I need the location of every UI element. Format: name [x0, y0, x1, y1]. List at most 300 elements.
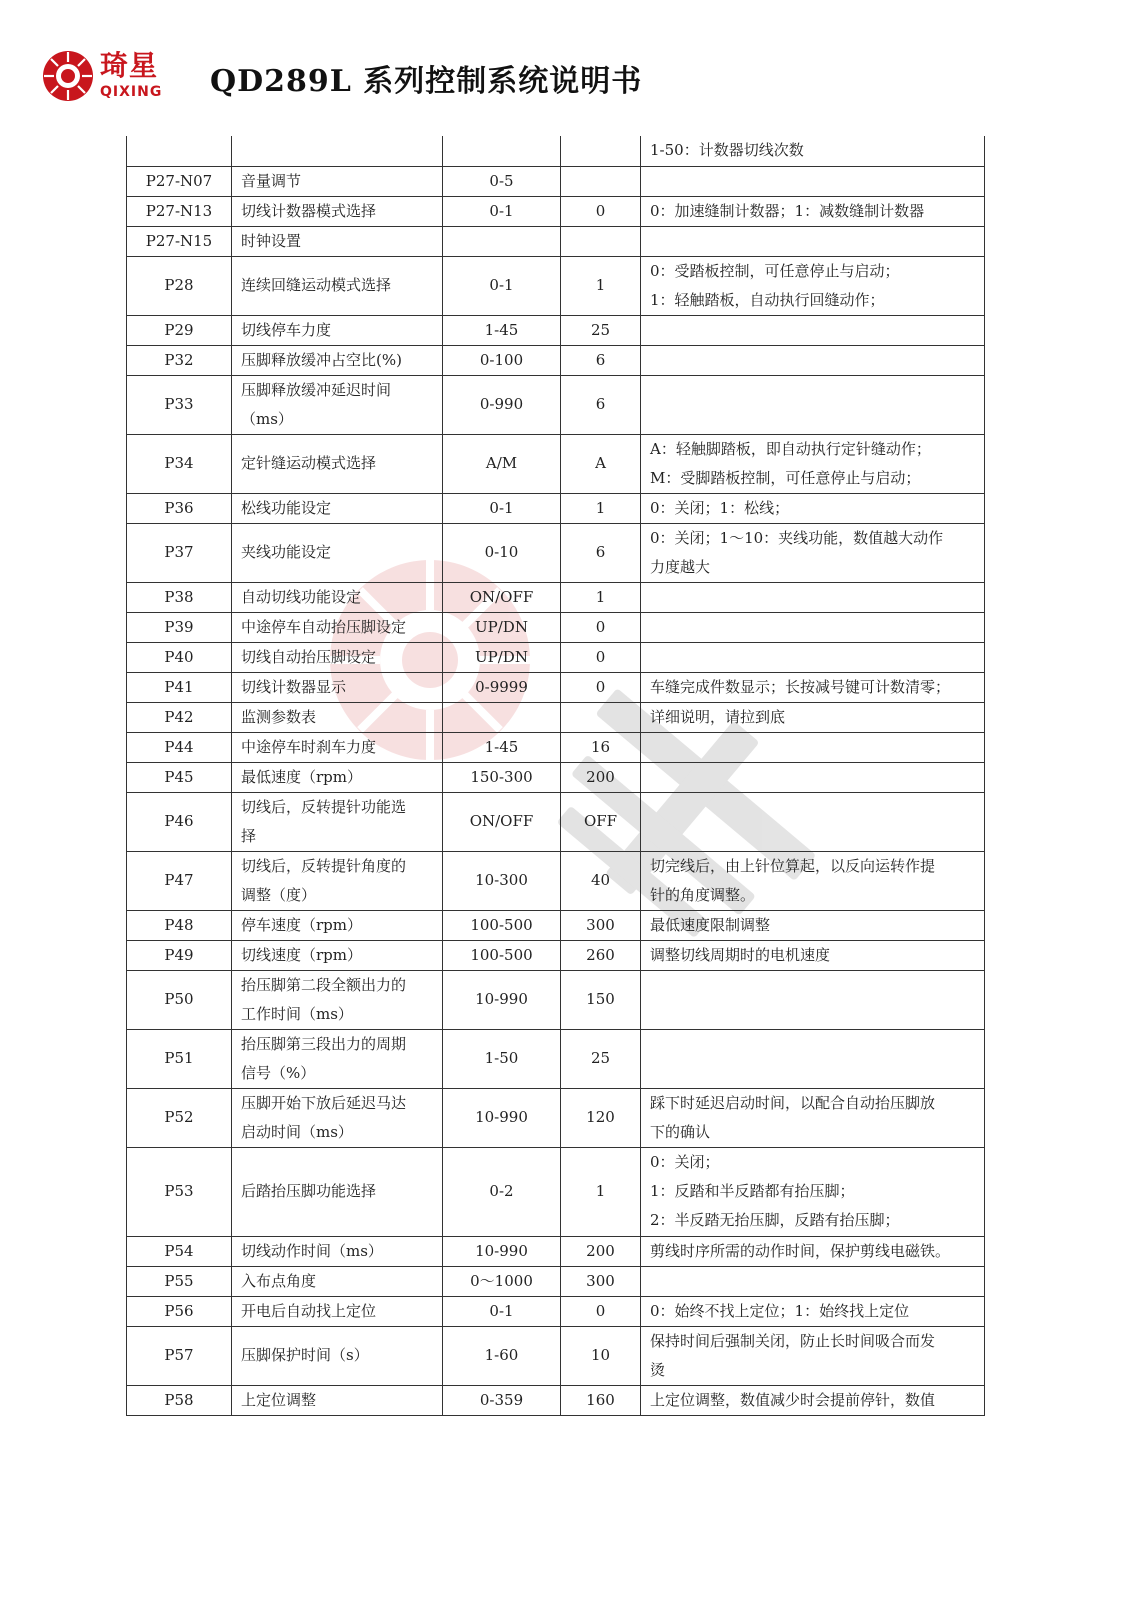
param-range-cell — [443, 136, 561, 166]
cell-text: 切线计数器模式选择 — [241, 201, 377, 220]
param-range-cell — [443, 493, 561, 523]
cell-text: 0：关闭；1：松线； — [650, 498, 790, 517]
cell-text: 切线动作时间（ms） — [241, 1241, 383, 1260]
param-name-cell — [232, 1236, 443, 1266]
cell-text: 入布点角度 — [241, 1271, 317, 1290]
param-code-cell — [127, 1147, 232, 1236]
cell-text: 120 — [586, 1108, 615, 1126]
cell-text: 信号（%） — [241, 1063, 316, 1082]
cell-text: 后踏抬压脚功能选择 — [241, 1182, 377, 1200]
param-range-cell — [443, 1326, 561, 1385]
cell-text: 200 — [586, 1241, 615, 1260]
cell-text: 16 — [590, 737, 611, 756]
cell-text: P42 — [164, 707, 194, 726]
cell-text: 上定位调整 — [241, 1390, 317, 1409]
param-desc-cell — [641, 851, 985, 910]
cell-text: 10 — [590, 1346, 611, 1364]
cell-text: 上定位调整，数值减少时会提前停针，数值 — [650, 1390, 936, 1409]
cell-text: 择 — [241, 826, 257, 845]
cell-text: P52 — [164, 1108, 194, 1126]
param-range-cell — [443, 1029, 561, 1088]
cell-text: 连续回缝运动模式选择 — [241, 276, 392, 294]
table-row — [127, 136, 985, 166]
cell-text: 烫 — [650, 1360, 666, 1379]
param-default-cell — [561, 1266, 641, 1296]
param-desc-cell — [641, 493, 985, 523]
cell-text: 抬压脚第二段全额出力的 — [241, 975, 407, 994]
cell-text: 0 — [595, 647, 606, 666]
cell-text: 下的确认 — [650, 1122, 711, 1141]
param-range-cell — [443, 1296, 561, 1326]
cell-text: 自动切线功能设定 — [241, 587, 362, 606]
cell-text: P50 — [164, 990, 194, 1008]
cell-text: 1 — [595, 1182, 606, 1200]
param-desc-cell — [641, 940, 985, 970]
param-default-cell — [561, 792, 641, 851]
cell-text: 100-500 — [470, 945, 533, 964]
cell-text: 1-50：计数器切线次数 — [650, 141, 804, 160]
cell-text: 保持时间后强制关闭，防止长时间吸合而发 — [650, 1331, 936, 1350]
param-default-cell — [561, 582, 641, 612]
cell-text: 切线速度（rpm） — [241, 945, 362, 964]
param-default-cell — [561, 612, 641, 642]
param-code-cell — [127, 792, 232, 851]
param-desc-cell — [641, 732, 985, 762]
param-desc-cell — [641, 1088, 985, 1147]
param-code-cell — [127, 910, 232, 940]
cell-text: 200 — [586, 767, 615, 786]
param-default-cell — [561, 851, 641, 910]
param-name-cell — [232, 256, 443, 315]
cell-text: 力度越大 — [650, 557, 711, 576]
param-code-cell — [127, 642, 232, 672]
table-row — [127, 196, 985, 226]
param-name-cell — [232, 582, 443, 612]
param-desc-cell — [641, 612, 985, 642]
param-name-cell — [232, 434, 443, 493]
cell-text: P33 — [164, 395, 194, 413]
param-name-cell — [232, 196, 443, 226]
param-default-cell — [561, 1088, 641, 1147]
param-name-cell — [232, 345, 443, 375]
cell-text: 6 — [595, 395, 606, 413]
cell-text: 调整（度） — [241, 885, 317, 904]
cell-text: P47 — [164, 871, 194, 889]
param-default-cell — [561, 226, 641, 256]
cell-text: 300 — [586, 1271, 615, 1290]
param-code-cell — [127, 1326, 232, 1385]
param-code-cell — [127, 1296, 232, 1326]
param-desc-cell — [641, 1385, 985, 1415]
table-row — [127, 702, 985, 732]
param-range-cell — [443, 851, 561, 910]
cell-text: OFF — [583, 812, 618, 830]
param-range-cell — [443, 672, 561, 702]
cell-text: 0 — [595, 1301, 606, 1320]
cell-text: 1-45 — [484, 320, 519, 339]
param-default-cell — [561, 166, 641, 196]
cell-text: 压脚释放缓冲占空比(%) — [241, 350, 402, 369]
cell-text: P32 — [164, 350, 194, 369]
cell-text: ON/OFF — [469, 812, 534, 830]
param-default-cell — [561, 1296, 641, 1326]
cell-text: A：轻触脚踏板，即自动执行定针缝动作； — [650, 439, 931, 458]
cell-text: UP/DN — [475, 647, 528, 666]
cell-text: 1-45 — [484, 737, 519, 756]
cell-text: 0：受踏板控制，可任意停止与启动； — [650, 261, 900, 280]
param-code-cell — [127, 732, 232, 762]
param-name-cell — [232, 910, 443, 940]
param-name-cell — [232, 1385, 443, 1415]
param-code-cell — [127, 523, 232, 582]
param-desc-cell — [641, 582, 985, 612]
param-default-cell — [561, 196, 641, 226]
param-range-cell — [443, 642, 561, 672]
cell-text: 抬压脚第三段出力的周期 — [241, 1034, 407, 1053]
table-row — [127, 940, 985, 970]
cell-text: ON/OFF — [469, 587, 534, 606]
cell-text: 0：始终不找上定位；1：始终找上定位 — [650, 1301, 910, 1320]
cell-text: P56 — [164, 1301, 194, 1320]
cell-text: 0-5 — [489, 171, 514, 190]
table-row — [127, 762, 985, 792]
param-default-cell — [561, 434, 641, 493]
cell-text: 启动时间（ms） — [241, 1122, 353, 1141]
cell-text: P53 — [164, 1182, 194, 1200]
param-name-cell — [232, 375, 443, 434]
param-default-cell — [561, 910, 641, 940]
cell-text: 切线自动抬压脚设定 — [241, 647, 377, 666]
param-range-cell — [443, 582, 561, 612]
cell-text: P37 — [164, 543, 194, 561]
param-name-cell — [232, 940, 443, 970]
param-range-cell — [443, 1147, 561, 1236]
cell-text: P49 — [164, 945, 194, 964]
cell-text: 0-2 — [489, 1182, 514, 1200]
cell-text: 0：关闭； — [650, 1153, 720, 1171]
table-row — [127, 226, 985, 256]
cell-text: 6 — [595, 350, 606, 369]
cell-text: 6 — [595, 543, 606, 561]
cell-text: 1 — [595, 587, 606, 606]
param-desc-cell — [641, 226, 985, 256]
cell-text: 工作时间（ms） — [241, 1004, 353, 1023]
param-code-cell — [127, 1385, 232, 1415]
cell-text: 0：关闭；1～10：夹线功能，数值越大动作 — [650, 528, 944, 547]
cell-text: 针的角度调整。 — [650, 885, 756, 904]
param-code-cell — [127, 702, 232, 732]
param-desc-cell — [641, 315, 985, 345]
table-row — [127, 672, 985, 702]
cell-text: P29 — [164, 320, 194, 339]
table-row — [127, 1029, 985, 1088]
cell-text: 0：加速缝制计数器；1：减数缝制计数器 — [650, 201, 925, 220]
param-default-cell — [561, 672, 641, 702]
table-row — [127, 792, 985, 851]
param-code-cell — [127, 315, 232, 345]
cell-text: 开电后自动找上定位 — [241, 1301, 377, 1320]
table-row — [127, 315, 985, 345]
param-name-cell — [232, 792, 443, 851]
table-row — [127, 1326, 985, 1385]
cell-text: UP/DN — [475, 617, 528, 636]
table-row — [127, 732, 985, 762]
cell-text: 详细说明，请拉到底 — [650, 707, 786, 726]
param-default-cell — [561, 1147, 641, 1236]
param-range-cell — [443, 1266, 561, 1296]
parameter-table — [126, 136, 985, 1416]
cell-text: 0-1 — [489, 201, 514, 220]
cell-text: A/M — [485, 454, 518, 472]
cell-text: P40 — [164, 647, 194, 666]
param-code-cell — [127, 1236, 232, 1266]
param-name-cell — [232, 136, 443, 166]
cell-text: 音量调节 — [241, 171, 302, 190]
param-name-cell — [232, 672, 443, 702]
qixing-logo-icon — [42, 50, 94, 102]
param-default-cell — [561, 762, 641, 792]
cell-text: P54 — [164, 1241, 194, 1260]
param-desc-cell — [641, 166, 985, 196]
cell-text: 1-60 — [484, 1346, 519, 1364]
param-name-cell — [232, 166, 443, 196]
param-name-cell — [232, 1326, 443, 1385]
param-desc-cell — [641, 1296, 985, 1326]
cell-text: 切完线后，由上针位算起，以反向运转作提 — [650, 856, 936, 875]
param-range-cell — [443, 1088, 561, 1147]
cell-text: 2：半反踏无抬压脚，反踏有抬压脚； — [650, 1211, 900, 1229]
table-row — [127, 970, 985, 1029]
param-name-cell — [232, 493, 443, 523]
param-name-cell — [232, 1296, 443, 1326]
param-desc-cell — [641, 1236, 985, 1266]
cell-text: 0-990 — [479, 395, 524, 413]
cell-text: （ms） — [241, 409, 293, 428]
param-code-cell — [127, 1088, 232, 1147]
param-range-cell — [443, 523, 561, 582]
cell-text: P41 — [164, 677, 194, 696]
param-desc-cell — [641, 1326, 985, 1385]
param-range-cell — [443, 732, 561, 762]
table-row — [127, 1236, 985, 1266]
param-desc-cell — [641, 523, 985, 582]
cell-text: P36 — [164, 498, 194, 517]
cell-text: P27-N07 — [145, 171, 213, 190]
param-range-cell — [443, 612, 561, 642]
table-row — [127, 434, 985, 493]
cell-text: 1：反踏和半反踏都有抬压脚； — [650, 1182, 855, 1200]
param-name-cell — [232, 1147, 443, 1236]
cell-text: 0-359 — [479, 1390, 524, 1409]
param-range-cell — [443, 792, 561, 851]
param-desc-cell — [641, 256, 985, 315]
param-desc-cell — [641, 136, 985, 166]
cell-text: 0～1000 — [470, 1271, 533, 1290]
param-name-cell — [232, 970, 443, 1029]
param-default-cell — [561, 1385, 641, 1415]
cell-text: 0-9999 — [475, 677, 528, 696]
cell-text: 中途停车自动抬压脚设定 — [241, 617, 407, 636]
cell-text: 1：轻触踏板，自动执行回缝动作； — [650, 290, 885, 309]
cell-text: 踩下时延迟启动时间，以配合自动抬压脚放 — [650, 1093, 936, 1112]
param-desc-cell — [641, 910, 985, 940]
param-code-cell — [127, 434, 232, 493]
param-range-cell — [443, 375, 561, 434]
param-range-cell — [443, 166, 561, 196]
param-name-cell — [232, 702, 443, 732]
cell-text: 150-300 — [470, 767, 533, 786]
table-row — [127, 493, 985, 523]
param-code-cell — [127, 970, 232, 1029]
cell-text: 停车速度（rpm） — [241, 915, 362, 934]
param-code-cell — [127, 672, 232, 702]
cell-text: 150 — [586, 990, 615, 1008]
table-row — [127, 582, 985, 612]
param-default-cell — [561, 702, 641, 732]
param-code-cell — [127, 493, 232, 523]
param-code-cell — [127, 940, 232, 970]
cell-text: 中途停车时刹车力度 — [241, 737, 377, 756]
param-desc-cell — [641, 1029, 985, 1088]
cell-text: 松线功能设定 — [241, 498, 332, 517]
param-range-cell — [443, 1385, 561, 1415]
param-name-cell — [232, 851, 443, 910]
cell-text: P34 — [164, 454, 194, 472]
param-default-cell — [561, 256, 641, 315]
param-desc-cell — [641, 702, 985, 732]
param-range-cell — [443, 702, 561, 732]
param-default-cell — [561, 642, 641, 672]
param-name-cell — [232, 523, 443, 582]
cell-text: P45 — [164, 767, 194, 786]
table-row — [127, 851, 985, 910]
param-default-cell — [561, 940, 641, 970]
cell-text: 260 — [586, 945, 615, 964]
cell-text: P38 — [164, 587, 194, 606]
param-code-cell — [127, 612, 232, 642]
param-name-cell — [232, 732, 443, 762]
cell-text: M：受脚踏板控制，可任意停止与启动； — [650, 468, 921, 487]
param-code-cell — [127, 345, 232, 375]
cell-text: 100-500 — [470, 915, 533, 934]
param-code-cell — [127, 1029, 232, 1088]
param-default-cell — [561, 136, 641, 166]
cell-text: 1-50 — [484, 1049, 519, 1067]
cell-text: 0-1 — [489, 1301, 514, 1320]
cell-text: 夹线功能设定 — [241, 543, 332, 561]
brand-name-en: QIXING — [100, 84, 163, 100]
param-code-cell — [127, 851, 232, 910]
cell-text: 0 — [595, 677, 606, 696]
param-default-cell — [561, 523, 641, 582]
cell-text: 定针缝运动模式选择 — [241, 454, 377, 472]
page-header — [42, 44, 1102, 114]
cell-text: P27-N15 — [145, 231, 213, 250]
table-row — [127, 1147, 985, 1236]
cell-text: P55 — [164, 1271, 194, 1290]
param-desc-cell — [641, 345, 985, 375]
param-code-cell — [127, 196, 232, 226]
table-row — [127, 375, 985, 434]
param-desc-cell — [641, 1147, 985, 1236]
cell-text: 切线后，反转提针角度的 — [241, 856, 407, 875]
table-row — [127, 1385, 985, 1415]
table-row — [127, 612, 985, 642]
param-code-cell — [127, 226, 232, 256]
param-range-cell — [443, 196, 561, 226]
cell-text: 300 — [586, 915, 615, 934]
param-range-cell — [443, 762, 561, 792]
table-row — [127, 523, 985, 582]
param-default-cell — [561, 345, 641, 375]
param-desc-cell — [641, 434, 985, 493]
cell-text: 1 — [595, 498, 606, 517]
param-default-cell — [561, 315, 641, 345]
param-name-cell — [232, 1088, 443, 1147]
cell-text: P44 — [164, 737, 194, 756]
cell-text: 160 — [586, 1390, 615, 1409]
table-row — [127, 910, 985, 940]
param-range-cell — [443, 970, 561, 1029]
cell-text: 0 — [595, 617, 606, 636]
param-desc-cell — [641, 1266, 985, 1296]
param-code-cell — [127, 166, 232, 196]
param-desc-cell — [641, 672, 985, 702]
param-desc-cell — [641, 792, 985, 851]
cell-text: P58 — [164, 1390, 194, 1409]
cell-text: 10-300 — [475, 871, 528, 889]
param-default-cell — [561, 732, 641, 762]
table-row — [127, 345, 985, 375]
param-name-cell — [232, 226, 443, 256]
cell-text: 切线停车力度 — [241, 320, 332, 339]
cell-text: 车缝完成件数显示；长按减号键可计数清零； — [650, 677, 951, 696]
table-row — [127, 256, 985, 315]
param-name-cell — [232, 1029, 443, 1088]
param-default-cell — [561, 493, 641, 523]
cell-text: 25 — [590, 320, 611, 339]
param-range-cell — [443, 226, 561, 256]
cell-text: 压脚保护时间（s） — [241, 1346, 369, 1364]
cell-text: 压脚释放缓冲延迟时间 — [241, 380, 392, 399]
cell-text: P48 — [164, 915, 194, 934]
cell-text: 10-990 — [475, 1241, 528, 1260]
table-row — [127, 1088, 985, 1147]
cell-text: P39 — [164, 617, 194, 636]
cell-text: 最低速度限制调整 — [650, 915, 771, 934]
cell-text: 调整切线周期时的电机速度 — [650, 945, 831, 964]
cell-text: 剪线时序所需的动作时间，保护剪线电磁铁。 — [650, 1241, 951, 1260]
param-name-cell — [232, 315, 443, 345]
cell-text: P46 — [164, 812, 194, 830]
cell-text: 10-990 — [475, 1108, 528, 1126]
cell-text: 0-100 — [479, 350, 524, 369]
param-name-cell — [232, 1266, 443, 1296]
param-range-cell — [443, 345, 561, 375]
param-name-cell — [232, 612, 443, 642]
param-code-cell — [127, 256, 232, 315]
cell-text: 25 — [590, 1049, 611, 1067]
cell-text: 切线后，反转提针功能选 — [241, 797, 407, 816]
cell-text: P57 — [164, 1346, 194, 1364]
cell-text: 最低速度（rpm） — [241, 767, 362, 786]
cell-text: 时钟设置 — [241, 231, 302, 250]
table-row — [127, 642, 985, 672]
param-default-cell — [561, 1236, 641, 1266]
param-range-cell — [443, 315, 561, 345]
cell-text: 压脚开始下放后延迟马达 — [241, 1093, 407, 1112]
param-desc-cell — [641, 642, 985, 672]
